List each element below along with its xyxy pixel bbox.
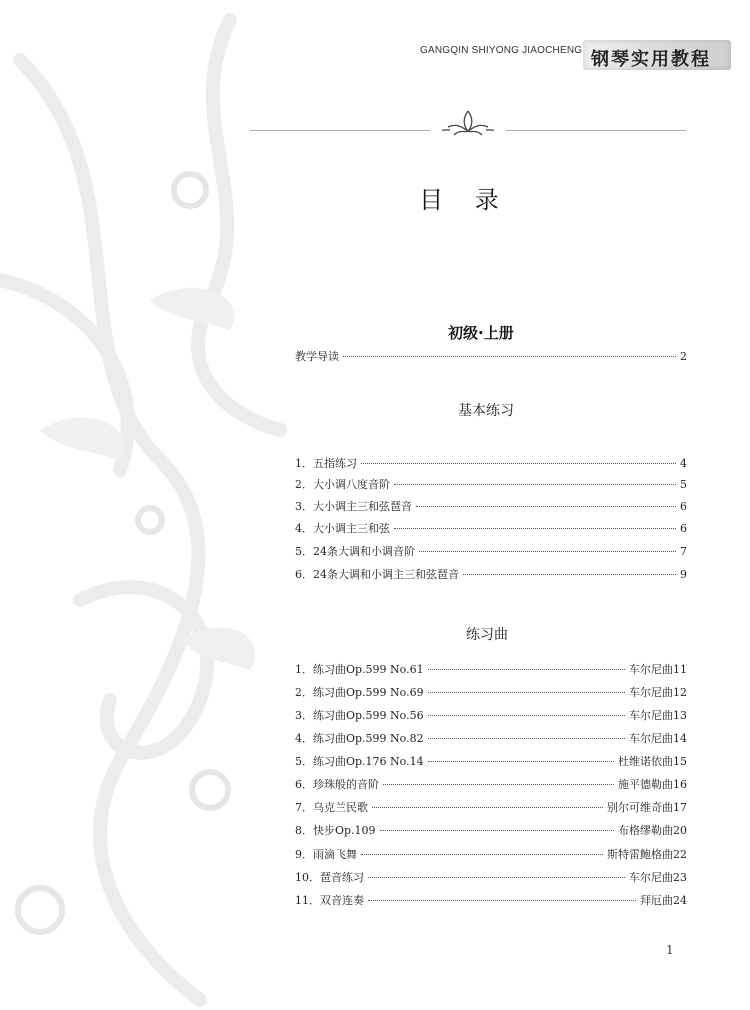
leader-dots bbox=[380, 830, 614, 831]
leader-dots bbox=[416, 506, 676, 507]
toc-entry[interactable] bbox=[295, 543, 687, 563]
header-latin-title: GANGQIN SHIYONG JIAOCHENG bbox=[420, 45, 583, 56]
toc-entry-page: 7 bbox=[680, 545, 687, 558]
toc-entry-label: 6．珍珠般的音阶 bbox=[295, 778, 379, 791]
toc-entry-composer-page: 施平德勒曲16 bbox=[618, 778, 687, 791]
header-book-title-badge bbox=[583, 40, 731, 70]
leader-dots bbox=[394, 484, 676, 485]
toc-entry-composer-page: 布格缪勒曲20 bbox=[618, 824, 687, 837]
divider-right bbox=[506, 130, 686, 131]
toc-entry[interactable] bbox=[295, 684, 687, 704]
toc-entry[interactable] bbox=[295, 730, 687, 750]
toc-entry-label: 4．练习曲Op.599 No.82 bbox=[295, 732, 424, 745]
toc-entry-label: 2．大小调八度音阶 bbox=[295, 478, 390, 491]
page-number: 1 bbox=[666, 943, 674, 957]
toc-entry-intro[interactable] bbox=[295, 348, 687, 368]
leader-dots bbox=[361, 463, 676, 464]
toc-entry-label: 1．五指练习 bbox=[295, 457, 357, 470]
leader-dots bbox=[368, 877, 625, 878]
toc-entry-page: 4 bbox=[680, 457, 687, 470]
toc-entry[interactable] bbox=[295, 661, 687, 681]
leader-dots bbox=[428, 761, 614, 762]
flourish-ornament-icon bbox=[438, 103, 498, 147]
page-title: 目 录 bbox=[419, 186, 511, 214]
leader-dots bbox=[383, 784, 614, 785]
header-chinese-title: 钢琴实用教程 bbox=[591, 49, 711, 70]
toc-entry-label: 10．琶音练习 bbox=[295, 871, 364, 884]
toc-entry-label: 9．雨滴飞舞 bbox=[295, 848, 357, 861]
toc-entry[interactable] bbox=[295, 753, 687, 773]
leader-dots bbox=[343, 356, 676, 357]
leader-dots bbox=[368, 900, 636, 901]
toc-entry-page: 5 bbox=[680, 478, 687, 491]
toc-entry-composer-page: 车尔尼曲13 bbox=[629, 709, 687, 722]
toc-entry-composer-page: 斯特雷鲍格曲22 bbox=[607, 848, 687, 861]
toc-entry-label: 4．大小调主三和弦 bbox=[295, 522, 390, 535]
toc-entry-composer-page: 别尔可维奇曲17 bbox=[607, 801, 687, 814]
toc-entry[interactable] bbox=[295, 566, 687, 586]
leader-dots bbox=[428, 692, 625, 693]
toc-entry-composer-page: 拜厄曲24 bbox=[640, 894, 687, 907]
leader-dots bbox=[428, 669, 625, 670]
toc-entry-page: 2 bbox=[680, 350, 687, 363]
toc-entry[interactable] bbox=[295, 476, 687, 496]
toc-entry-composer-page: 车尔尼曲14 bbox=[629, 732, 687, 745]
toc-entry[interactable] bbox=[295, 455, 687, 475]
leader-dots bbox=[394, 528, 676, 529]
toc-entry-label: 8．快步Op.109 bbox=[295, 824, 376, 837]
toc-entry-label: 1．练习曲Op.599 No.61 bbox=[295, 663, 424, 676]
toc-entry-label: 11．双音连奏 bbox=[295, 894, 364, 907]
toc-entry-page: 9 bbox=[680, 568, 687, 581]
volume-title: 初级·上册 bbox=[448, 324, 514, 342]
divider-left bbox=[250, 130, 430, 131]
toc-entry-label: 3．大小调主三和弦琶音 bbox=[295, 500, 412, 513]
toc-entry-label: 2．练习曲Op.599 No.69 bbox=[295, 686, 424, 699]
toc-entry-label: 5．练习曲Op.176 No.14 bbox=[295, 755, 424, 768]
leader-dots bbox=[428, 738, 625, 739]
section-title-etudes: 练习曲 bbox=[466, 627, 508, 643]
toc-entry-composer-page: 车尔尼曲12 bbox=[629, 686, 687, 699]
leader-dots bbox=[428, 715, 625, 716]
toc-entry[interactable] bbox=[295, 869, 687, 889]
toc-entry-label: 7．乌克兰民歌 bbox=[295, 801, 368, 814]
toc-entry-label: 6．24条大调和小调主三和弦琶音 bbox=[295, 568, 459, 581]
toc-entry[interactable] bbox=[295, 846, 687, 866]
toc-entry-page: 6 bbox=[680, 500, 687, 513]
toc-entry-label: 教学导读 bbox=[295, 350, 339, 363]
toc-entry-label: 3．练习曲Op.599 No.56 bbox=[295, 709, 424, 722]
toc-entry[interactable] bbox=[295, 892, 687, 912]
leader-dots bbox=[463, 574, 676, 575]
toc-entry-composer-page: 车尔尼曲23 bbox=[629, 871, 687, 884]
toc-entry-page: 6 bbox=[680, 522, 687, 535]
toc-entry[interactable] bbox=[295, 822, 687, 842]
toc-entry[interactable] bbox=[295, 707, 687, 727]
toc-entry-composer-page: 杜维诺依曲15 bbox=[618, 755, 687, 768]
toc-entry[interactable] bbox=[295, 498, 687, 518]
leader-dots bbox=[361, 854, 603, 855]
toc-entry-composer-page: 车尔尼曲11 bbox=[629, 663, 687, 676]
toc-entry[interactable] bbox=[295, 799, 687, 819]
leader-dots bbox=[419, 551, 676, 552]
toc-entry[interactable] bbox=[295, 776, 687, 796]
toc-entry-label: 5．24条大调和小调音阶 bbox=[295, 545, 415, 558]
toc-entry[interactable] bbox=[295, 520, 687, 540]
leader-dots bbox=[372, 807, 603, 808]
section-title-basic-exercises: 基本练习 bbox=[458, 403, 514, 419]
